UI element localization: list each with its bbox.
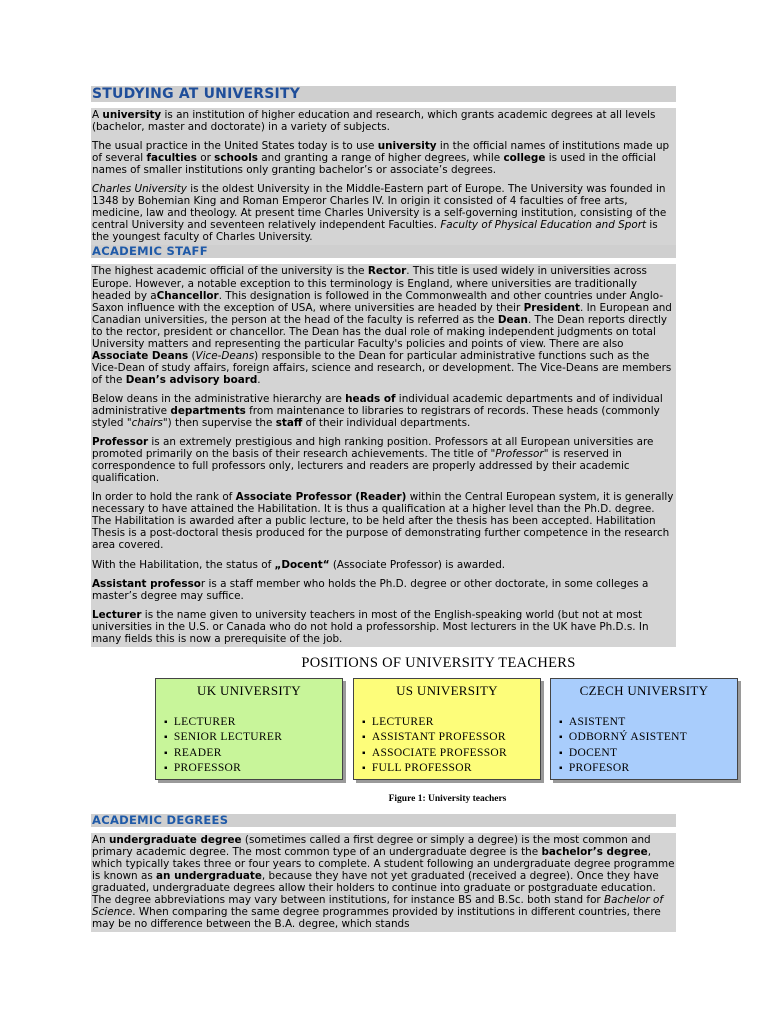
bold-term: „Docent“	[274, 558, 330, 571]
list-item: ▪ ASSISTANT PROFESSOR	[362, 730, 540, 746]
text-run: With the Habilitation, the status of	[92, 558, 275, 571]
list-item: ▪ FULL PROFESSOR	[362, 761, 540, 777]
text-run: An	[92, 833, 109, 846]
italic-term: chairs	[131, 417, 163, 430]
staff-paragraph-5	[92, 559, 675, 571]
page-title: STUDYING AT UNIVERSITY	[91, 86, 676, 102]
italic-term: Professor	[495, 448, 544, 461]
text-run: , which typically takes three or four years to complete. A student following an undergraduate degree programme is known as	[92, 845, 675, 882]
list-item: ▪ PROFESSOR	[164, 761, 342, 777]
us-positions-list	[362, 715, 540, 777]
box-title: CZECH UNIVERSITY	[579, 682, 709, 698]
bold-term: Dean’s advisory board	[125, 373, 258, 386]
text-run: r is a staff member who holds the Ph.D. degree or other doctorate, in some colleges a master’s degree may suffice.	[92, 577, 649, 602]
intro-paragraph-2	[92, 140, 675, 176]
text-run: . In European and Canadian universities, the person at the head of the faculty is referred as the	[92, 301, 672, 326]
text-run: within the Central European system, it is generally necessary to have attained the Habilitation. It is thus a qualification at a higher level than the Ph.D. degree. The Habilitation is awarded after a public lecture, to be held after the thesis has been accepted. Habilitation Thesis is a post-doctoral thesis produced for the purpose of demonstrating further competence in the research area covered.	[92, 491, 674, 552]
italic-term: Faculty of Physical Education and Sport	[440, 219, 647, 232]
text-run: A	[92, 109, 103, 121]
text-run: The usual practice in the United States today is to use	[92, 140, 378, 153]
staff-paragraph-3	[92, 436, 675, 484]
degrees-section	[91, 833, 676, 932]
intro-paragraph-1	[92, 109, 675, 133]
degrees-paragraph-1	[92, 834, 675, 930]
box-title: UK UNIVERSITY	[197, 682, 301, 698]
text-run: from maintenance to libraries to registrars of records. These heads (commonly styled "	[92, 404, 660, 430]
bold-term: Assistant professo	[92, 577, 201, 590]
bold-term: an undergraduate	[156, 869, 262, 882]
text-run: or	[196, 152, 215, 165]
bold-term: faculties	[146, 152, 197, 165]
text-run: is an extremely prestigious and high ranking position. Professors at all European universities are promoted primarily on the basis of their research achievements. The title of "	[92, 436, 654, 461]
bold-term: President	[523, 301, 580, 314]
positions-figure	[155, 678, 709, 788]
text-run: Below deans in the administrative hierarchy are	[92, 392, 346, 405]
text-run: . The Dean reports directly to the rector, president or chancellor. The Dean has the dual role of making independent judgments on total University matters and representing the particular Faculty's policies and points of view. There are also	[92, 313, 668, 350]
bold-term: heads of	[345, 392, 396, 405]
czech-positions-list	[559, 715, 737, 777]
uk-positions-list	[164, 715, 342, 777]
text-run: In order to hold the rank of	[92, 491, 236, 504]
italic-term: Charles University	[92, 183, 187, 196]
italic-term: Bachelor of Science	[92, 894, 664, 919]
text-run: is used in the official names of smaller institutions only granting bachelor’s or associate’s degrees.	[92, 152, 657, 177]
text-run: in the official names of institutions made up of several	[92, 140, 670, 165]
text-run: " is reserved in correspondence to full professors only, lecturers and readers are properly addressed by their academic qualification.	[92, 448, 630, 485]
list-item: ▪ SENIOR LECTURER	[164, 730, 342, 746]
bold-term: Chancellor	[156, 289, 219, 302]
text-run: is an institution of higher education and research, which grants academic degrees at all levels (bachelor, master and doctorate) in a variety of subjects.	[92, 109, 656, 134]
staff-paragraph-7	[92, 609, 675, 645]
list-item: ▪ ASSOCIATE PROFESSOR	[362, 746, 540, 762]
czech-university-box	[550, 678, 738, 780]
list-item: ▪ READER	[164, 746, 342, 762]
box-title: US UNIVERSITY	[396, 682, 498, 698]
text-run: is the name given to university teachers in most of the English-speaking world (but not at most universities in the U.S. or Canada who do not hold a professorship. Most lecturers in the UK have Ph.D.s. In many fields this is now a prerequisite of the job.	[92, 608, 649, 645]
intro-section	[91, 108, 676, 245]
staff-paragraph-1	[92, 265, 675, 385]
academic-staff-heading: ACADEMIC STAFF	[91, 245, 676, 258]
text-run: .	[257, 373, 261, 386]
list-item: ▪ DOCENT	[559, 746, 737, 762]
text-run: is the oldest University in the Middle-Eastern part of Europe. The University was founded in 1348 by Bohemian King and Roman Emperor Charles IV. In origin it consisted of 4 faculties of free arts, medicine, law and theology. At present time Charles University is a self-governing institution, consisting of the central University and seventeen relatively independent Faculties.	[92, 183, 667, 232]
text-run: individual academic departments and of individual administrative	[92, 392, 663, 417]
list-item: ▪ ASISTENT	[559, 715, 737, 731]
italic-term: Vice-Deans	[195, 349, 255, 362]
text-run: (	[188, 349, 196, 362]
bold-term: staff	[275, 417, 303, 430]
text-run: ") then supervise the	[162, 417, 276, 430]
bold-term: university	[377, 140, 437, 153]
text-run: The highest academic official of the university is the	[92, 265, 368, 278]
staff-section	[91, 264, 676, 646]
document-page	[91, 86, 709, 932]
list-item: ▪ LECTURER	[362, 715, 540, 731]
text-run: . This title is used widely in universities across Europe. However, a notable exception to this terminology is England, where universities are traditionally headed by a	[92, 265, 647, 302]
text-run: ) responsible to the Dean for particular administrative functions such as the Vice-Dean of study affairs, foreign affairs, science and research, or development. The Vice-Deans are members of the	[92, 349, 672, 386]
bold-term: Professor	[92, 436, 149, 449]
staff-paragraph-2	[92, 393, 675, 429]
figure-title: POSITIONS OF UNIVERSITY TEACHERS	[301, 654, 576, 671]
text-run: , because they have not yet graduated (received a degree). Once they have graduated, undergraduate degrees allow their holders to continue into graduate or postgraduate education. The degree abbreviations may vary between institutions, for instance BS and B.Sc. both stand for	[92, 869, 659, 907]
text-run: of their individual departments.	[302, 417, 471, 430]
academic-degrees-heading: ACADEMIC DEGREES	[91, 814, 676, 827]
list-item: ▪ PROFESOR	[559, 761, 737, 777]
text-run: (sometimes called a first degree or simply a degree) is the most common and primary academic degree. The most common type of an undergraduate degree is the	[92, 833, 651, 858]
bold-term: university	[102, 109, 162, 121]
bold-term: undergraduate degree	[109, 833, 242, 846]
list-item: ▪ ODBORNÝ ASISTENT	[559, 730, 737, 746]
text-run: . This designation is followed in the Commonwealth and other countries under Anglo-Saxon influence with the exception of USA, where universities are headed by their	[92, 289, 664, 314]
text-run: and granting a range of higher degrees, while	[257, 152, 504, 165]
text-run: (Associate Professor) is awarded.	[329, 558, 506, 571]
intro-paragraph-3	[92, 183, 675, 243]
staff-paragraph-4	[92, 491, 675, 551]
bold-term: schools	[214, 152, 258, 165]
bold-term: Dean	[497, 313, 528, 326]
bold-term: departments	[170, 404, 246, 417]
bold-term: Lecturer	[92, 608, 142, 621]
uk-university-box	[155, 678, 343, 780]
list-item: ▪ LECTURER	[164, 715, 342, 731]
bold-term: college	[503, 152, 546, 165]
staff-paragraph-6	[92, 578, 675, 602]
text-run: is the youngest faculty of Charles University.	[92, 219, 658, 244]
text-run: . When comparing the same degree programmes provided by institutions in different countries, there may be no difference between the B.A. degree, which stands	[92, 906, 661, 931]
us-university-box	[353, 678, 541, 780]
bold-term: bachelor’s degree	[541, 845, 648, 858]
bold-term: Rector	[367, 265, 407, 278]
figure-caption: Figure 1: University teachers	[388, 793, 507, 804]
bold-term: Associate Professor (Reader)	[235, 491, 407, 504]
bold-term: Associate Deans	[92, 349, 189, 362]
